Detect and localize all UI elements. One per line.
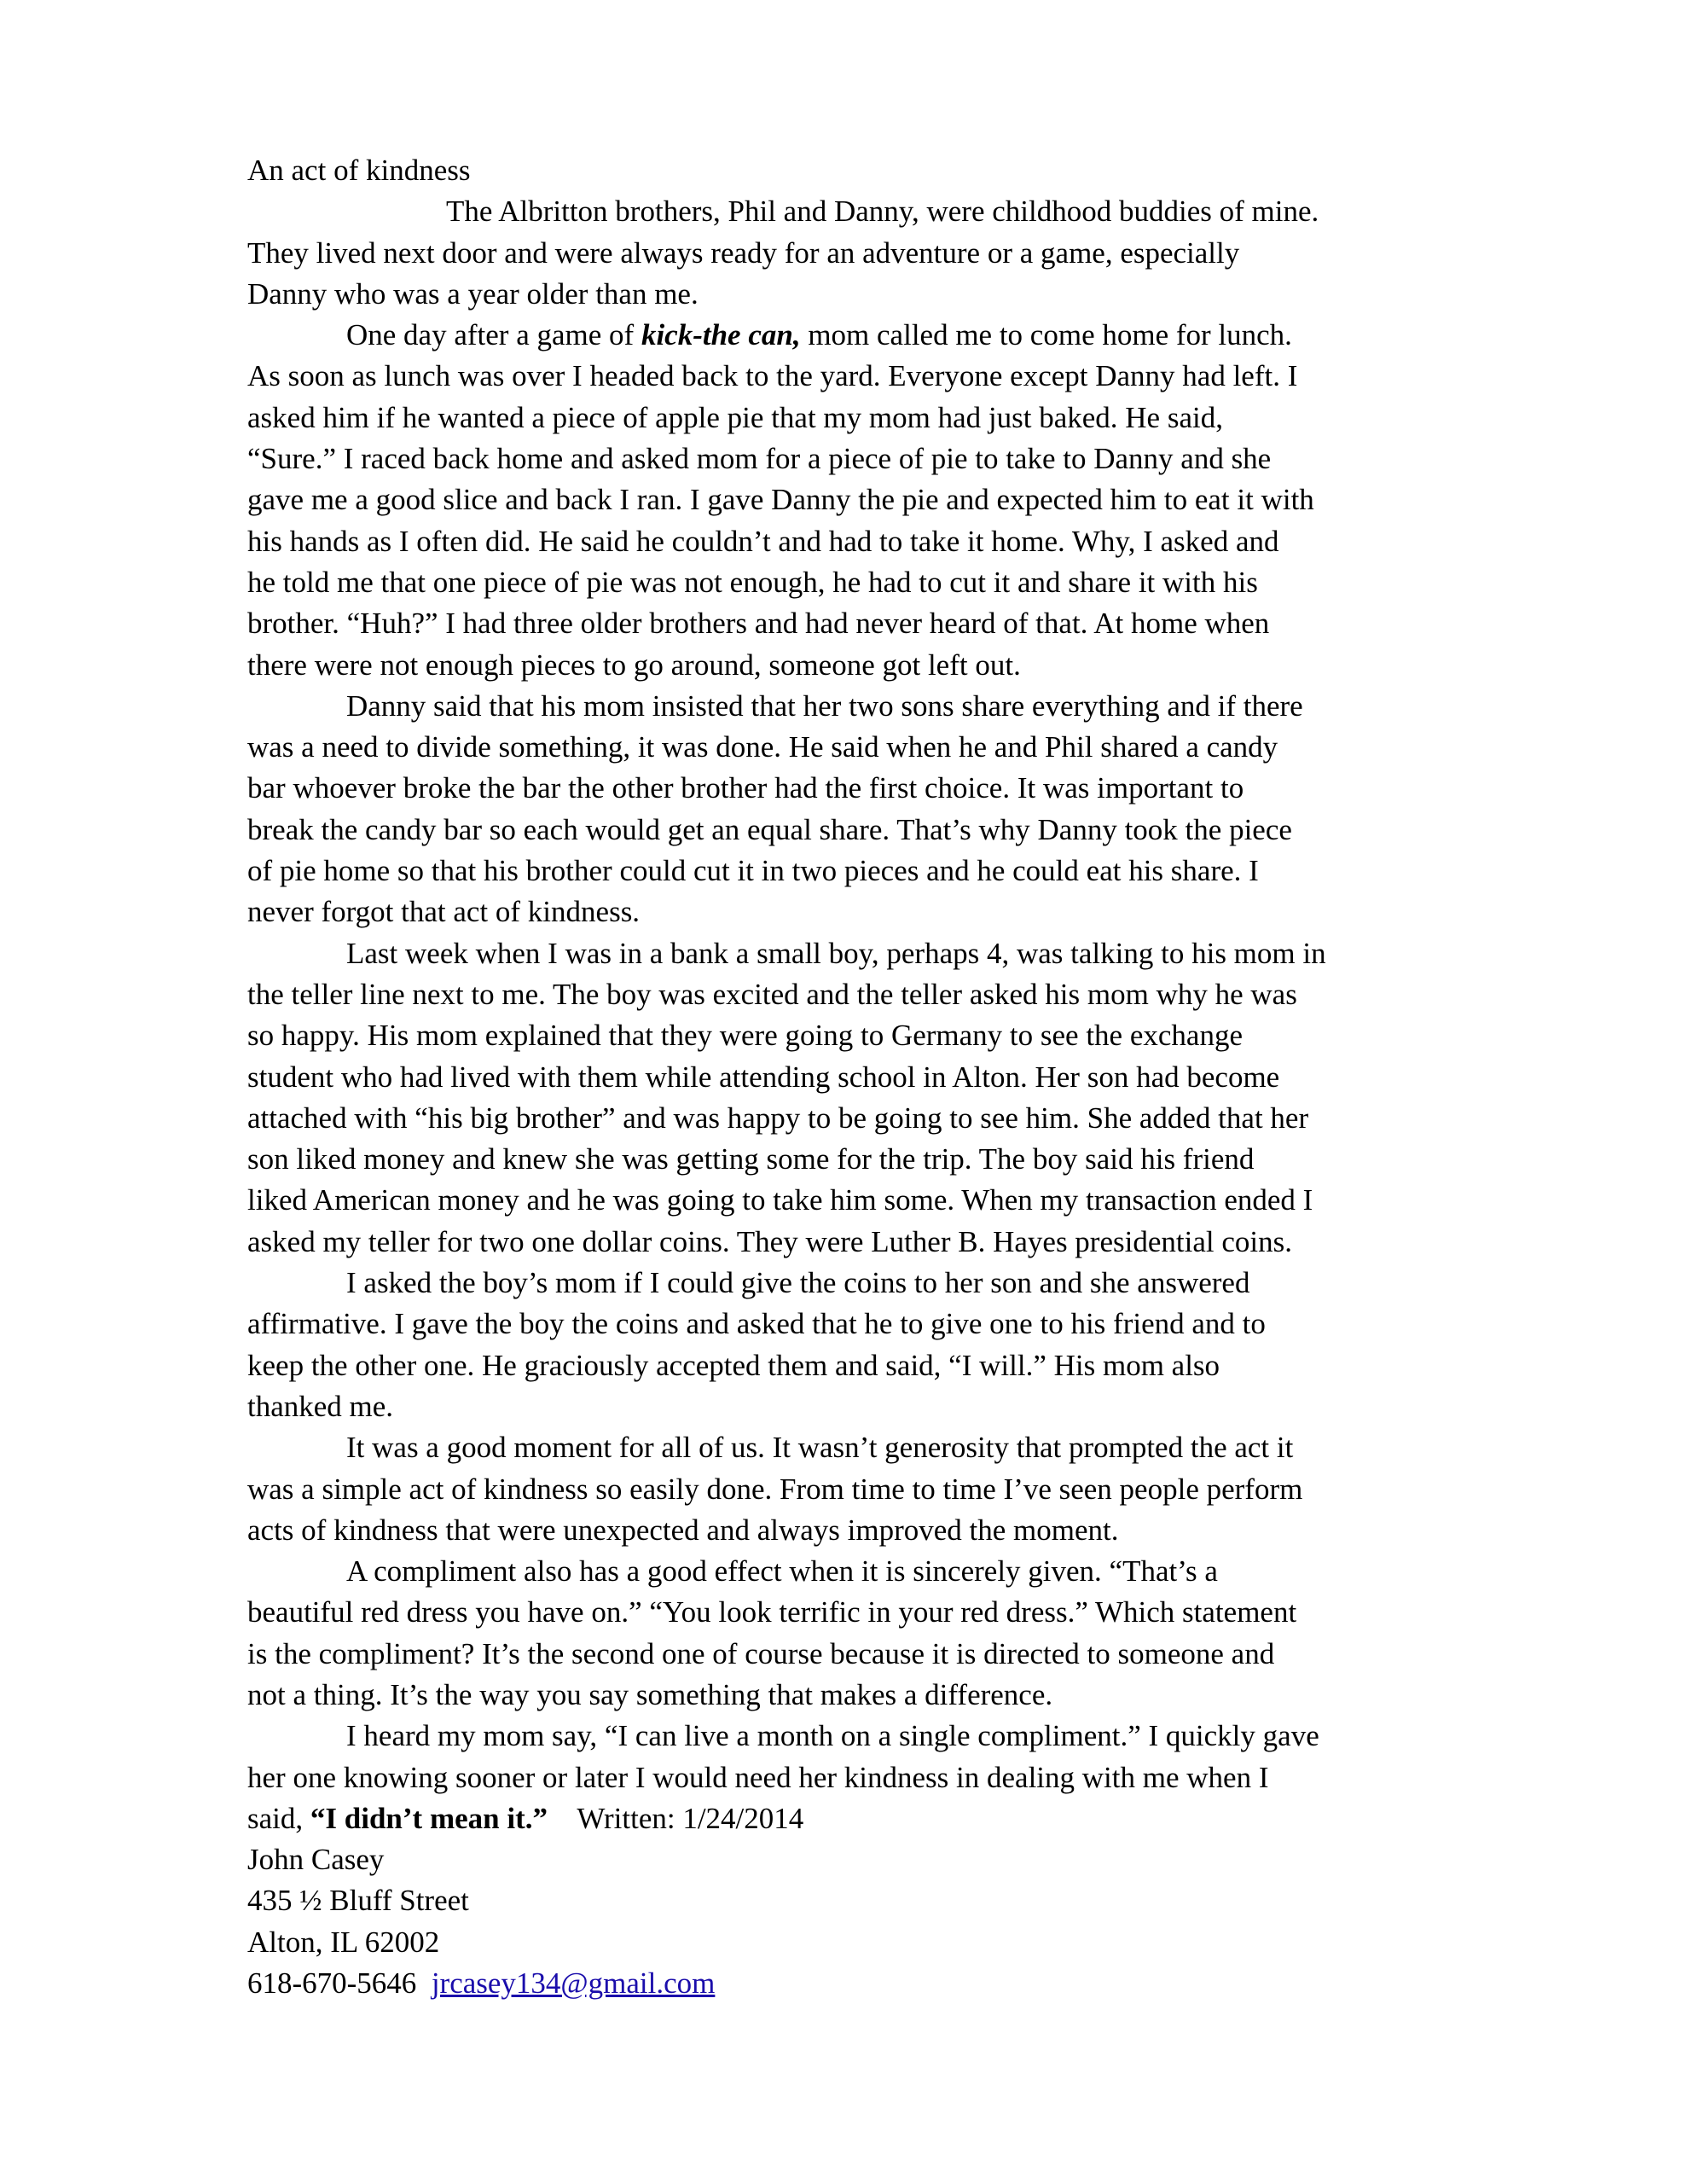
- email-link[interactable]: jrcasey134@gmail.com: [431, 1966, 716, 2001]
- paragraph-line: Danny who was a year older than me.: [247, 276, 699, 311]
- paragraph-7: [247, 1551, 1458, 1716]
- paragraph-line: The Albritton brothers, Phil and Danny, were childhood buddies of mine.: [446, 195, 1319, 229]
- paragraph-3: [247, 686, 1458, 933]
- document-title: An act of kindness: [247, 154, 471, 187]
- paragraph-line: so happy. His mom explained that they were going to Germany to see the exchange: [247, 1019, 1243, 1053]
- paragraph-line: not a thing. It’s the way you say something that makes a difference.: [247, 1677, 1053, 1711]
- paragraph-line: brother. “Huh?” I had three older brothers and had never heard of that. At home when: [247, 607, 1270, 641]
- paragraph-line: is the compliment? It’s the second one of course because it is directed to someone and: [247, 1636, 1275, 1670]
- paragraph-line: [247, 315, 1458, 356]
- paragraph-line: affirmative. I gave the boy the coins and asked that he to give one to his friend and to: [247, 1307, 1266, 1341]
- paragraph-6: [247, 1427, 1458, 1551]
- paragraph-2: [247, 315, 1458, 686]
- paragraph-line: never forgot that act of kindness.: [247, 895, 641, 929]
- paragraph-line: I heard my mom say, “I can live a month on a single compliment.” I quickly gave: [346, 1719, 1319, 1753]
- paragraph-line: liked American money and he was going to take him some. When my transaction ended I: [247, 1183, 1313, 1217]
- paragraph-line: They lived next door and were always ready for an adventure or a game, especially: [247, 235, 1240, 270]
- paragraph-line: was a simple act of kindness so easily done. From time to time I’ve seen people perform: [247, 1472, 1303, 1506]
- paragraph-line: son liked money and knew she was getting some for the trip. The boy said his friend: [247, 1142, 1255, 1176]
- game-name-emphasis: kick-the can,: [641, 318, 801, 352]
- paragraph-line: her one knowing sooner or later I would need her kindness in dealing with me when I: [247, 1760, 1269, 1794]
- text-run: One day after a game of: [346, 318, 641, 352]
- paragraph-line: he told me that one piece of pie was not enough, he had to cut it and share it with his: [247, 565, 1258, 599]
- city-state-zip: Alton, IL 62002: [247, 1925, 440, 1959]
- quote-emphasis: “I didn’t mean it.”: [310, 1801, 548, 1835]
- paragraph-1: [247, 191, 1458, 315]
- contact-line: [247, 1963, 1458, 2004]
- paragraph-line: Danny said that his mom insisted that her two sons share everything and if there: [346, 688, 1303, 723]
- paragraph-line: was a need to divide something, it was done. He said when he and Phil shared a candy: [247, 730, 1278, 764]
- paragraph-4: [247, 933, 1458, 1263]
- paragraph-line: It was a good moment for all of us. It wasn’t generosity that prompted the act it: [346, 1431, 1294, 1465]
- paragraph-line: thanked me.: [247, 1389, 394, 1423]
- text-run: said,: [247, 1801, 310, 1835]
- paragraph-line: beautiful red dress you have on.” “You look terrific in your red dress.” Which statement: [247, 1595, 1297, 1629]
- paragraph-line: acts of kindness that were unexpected and always improved the moment.: [247, 1513, 1119, 1547]
- paragraph-line: his hands as I often did. He said he couldn’t and had to take it home. Why, I asked and: [247, 524, 1279, 558]
- author-name: John Casey: [247, 1843, 385, 1877]
- paragraph-line: “Sure.” I raced back home and asked mom for a piece of pie to take to Danny and she: [247, 442, 1272, 476]
- paragraph-line: Last week when I was in a bank a small boy, perhaps 4, was talking to his mom in: [346, 936, 1326, 970]
- document-page: [247, 150, 1458, 2004]
- paragraph-8: [247, 1716, 1458, 1839]
- street-address: 435 ½ Bluff Street: [247, 1884, 469, 1918]
- paragraph-line: gave me a good slice and back I ran. I gave Danny the pie and expected him to eat it with: [247, 483, 1314, 517]
- paragraph-line: [247, 1798, 1458, 1839]
- paragraph-line: keep the other one. He graciously accepted them and said, “I will.” His mom also: [247, 1348, 1220, 1382]
- paragraph-line: student who had lived with them while attending school in Alton. Her son had become: [247, 1060, 1280, 1094]
- paragraph-line: bar whoever broke the bar the other brother had the first choice. It was important to: [247, 771, 1244, 805]
- phone-number: 618-670-5646: [247, 1966, 417, 2001]
- paragraph-line: asked my teller for two one dollar coins. They were Luther B. Hayes presidential coins.: [247, 1224, 1292, 1258]
- text-run: mom called me to come home for lunch.: [800, 318, 1292, 352]
- paragraph-line: attached with “his big brother” and was happy to be going to see him. She added that her: [247, 1101, 1309, 1135]
- paragraph-line: As soon as lunch was over I headed back to the yard. Everyone except Danny had left. I: [247, 359, 1298, 393]
- signature-block: [247, 1839, 1458, 2004]
- paragraph-line: of pie home so that his brother could cut it in two pieces and he could eat his share. I: [247, 854, 1259, 888]
- paragraph-line: asked him if he wanted a piece of apple pie that my mom had just baked. He said,: [247, 400, 1223, 434]
- paragraph-line: there were not enough pieces to go around, someone got left out.: [247, 648, 1021, 682]
- paragraph-line: break the candy bar so each would get an equal share. That’s why Danny took the piece: [247, 812, 1292, 846]
- written-date: Written: 1/24/2014: [547, 1801, 804, 1835]
- paragraph-line: A compliment also has a good effect when it is sincerely given. “That’s a: [346, 1554, 1218, 1589]
- paragraph-line: the teller line next to me. The boy was excited and the teller asked his mom why he was: [247, 977, 1297, 1011]
- paragraph-5: [247, 1263, 1458, 1427]
- paragraph-line: I asked the boy’s mom if I could give the coins to her son and she answered: [346, 1266, 1250, 1300]
